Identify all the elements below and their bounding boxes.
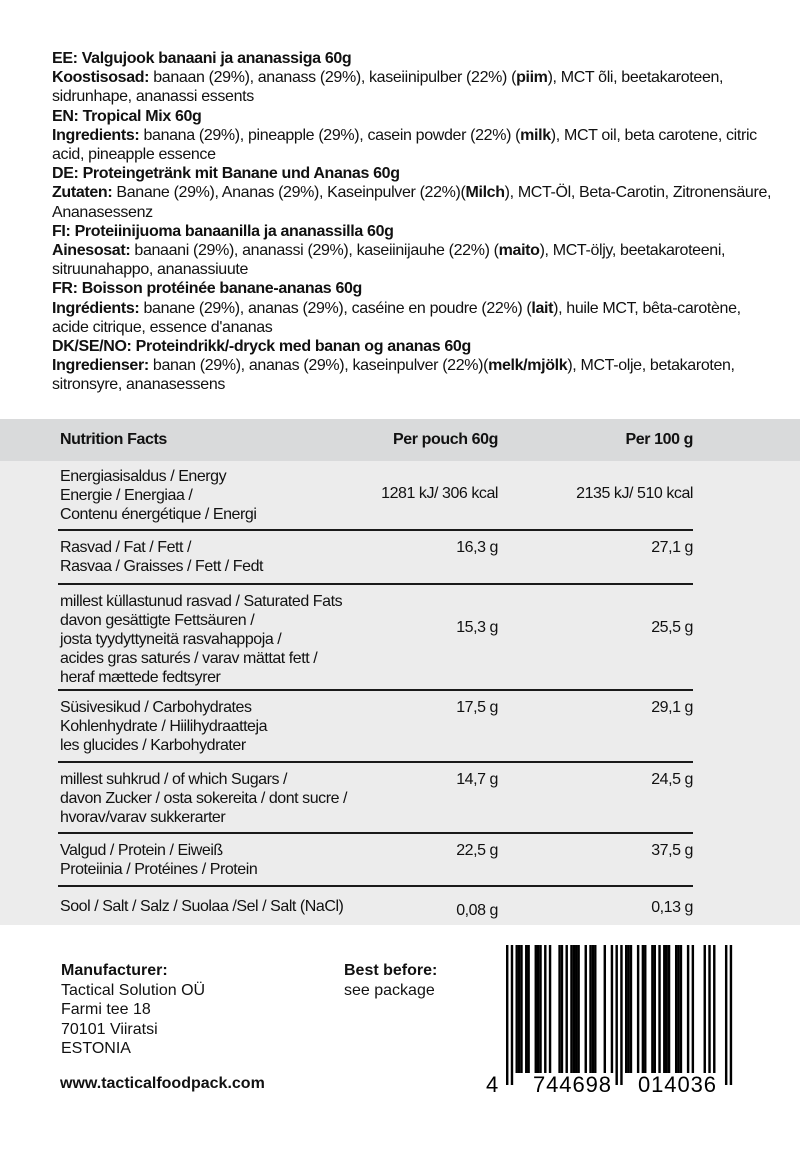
ingredients-text-ee: Koostisosad: banaan (29%), ananass (29%), kaseiinipulber (22%) (piim), MCT õli, beetakaroteen, sidrunhape, ananassi essents [52, 69, 724, 106]
ingredients-nordic [52, 337, 772, 395]
row-divider [58, 583, 693, 585]
row-divider [58, 761, 693, 763]
barcode-first-digit: 4 [486, 1072, 499, 1097]
per-pouch-value: 0,08 g [456, 902, 498, 919]
nutrition-row-carbohydrates [58, 698, 693, 758]
barcode-left-digits: 744698 [533, 1072, 611, 1097]
ingredients-text-nordic: Ingredienser: banan (29%), ananas (29%), kaseinpulver (22%)(melk/mjölk), MCT-olje, betakaroten, sitronsyre, ananasessens [52, 357, 735, 394]
manufacturer-city: 70101 Viiratsi [61, 1020, 158, 1038]
ingredients-fi [52, 222, 772, 280]
nutrition-row-protein [58, 841, 693, 881]
nutrient-label: Süsivesikud / Carbohydrates Kohlenhydrate / Hiilihydraatteja les glucides / Karbohydrater [60, 699, 268, 754]
per-100g-value: 27,1 g [651, 539, 693, 556]
nutrition-row-fat [58, 538, 693, 578]
manufacturer-country: ESTONIA [61, 1040, 131, 1057]
ingredients-text-de: Zutaten: Banane (29%), Ananas (29%), Kaseinpulver (22%)(Milch), MCT-Öl, Beta-Carotin, Zitronensäure, Ananasessenz [52, 184, 772, 221]
nutrient-label: Energiasisaldus / Energy Energie / Energiaa / Contenu énergétique / Energi [60, 468, 257, 523]
row-divider [58, 885, 693, 887]
barcode-right-digits: 014036 [638, 1072, 716, 1097]
allergen: melk/mjölk [488, 357, 568, 375]
row-divider [58, 529, 693, 531]
per-100g-value: 29,1 g [651, 699, 693, 716]
product-title-fr: FR: Boisson protéinée banane-ananas 60g [52, 280, 362, 298]
ingredients-fr [52, 279, 772, 337]
product-title-fi: FI: Proteiinijuoma banaanilla ja ananassilla 60g [52, 222, 394, 240]
nutrition-row-sugars [58, 770, 693, 830]
nutrient-label: Valgud / Protein / Eiweiß Proteiinia / Protéines / Protein [60, 842, 258, 878]
ingredients-text-fr: Ingrédients: banane (29%), ananas (29%), caséine en poudre (22%) (lait), huile MCT, bêta-carotène, acide citrique, essence d'ananas [52, 299, 741, 336]
manufacturer-block [61, 961, 205, 1059]
product-title-ee: EE: Valgujook banaani ja ananassiga 60g [52, 50, 352, 67]
nutrition-row-energy [58, 467, 693, 527]
website-link[interactable]: www.tacticalfoodpack.com [60, 1075, 265, 1092]
per-100g-value: 24,5 g [651, 771, 693, 788]
barcode-bars [506, 945, 732, 1085]
ingredients-text-fi: Ainesosat: banaani (29%), ananassi (29%), kaseiinijauhe (22%) (maito), MCT-öljy, beetakaroteeni, sitruunahappo, ananassiuute [52, 242, 726, 279]
allergen: milk [520, 126, 551, 144]
allergen: lait [531, 299, 554, 317]
best-before-heading: Best before: [344, 962, 438, 979]
product-title-en: EN: Tropical Mix 60g [52, 107, 202, 125]
best-before-block [344, 961, 437, 1000]
nutrient-label: millest suhkrud / of which Sugars / davon Zucker / osta sokereita / dont sucre / hvorav/varav sukkerarter [60, 771, 348, 826]
per-pouch-value: 17,5 g [456, 699, 498, 716]
barcode [480, 940, 760, 1110]
nutrient-label: Rasvad / Fat / Fett / Rasvaa / Graisses / Fett / Fedt [60, 539, 264, 575]
nutrition-header-title: Nutrition Facts [60, 431, 167, 448]
manufacturer-name: Tactical Solution OÜ [61, 981, 206, 999]
ingredients-de [52, 164, 772, 222]
ingredients-section [52, 49, 772, 395]
allergen: Milch [465, 184, 505, 202]
per-pouch-value: 16,3 g [456, 539, 498, 556]
nutrition-row-salt [58, 897, 693, 921]
nutrition-header-per-pouch: Per pouch 60g [392, 431, 498, 448]
allergen: maito [498, 242, 540, 260]
product-title-de: DE: Proteingetränk mit Banane und Ananas 60g [52, 165, 400, 183]
nutrient-label: millest küllastunud rasvad / Saturated Fats davon gesättigte Fettsäuren / josta tyydyttyneitä rasvahappoja / acides gras saturés / varav mättat fett / heraf mættede fedtsyrer [60, 593, 343, 686]
ingredients-text-en: Ingredients: banana (29%), pineapple (29%), casein powder (22%) (milk), MCT oil, beta carotene, citric acid, pineapple essence [52, 126, 757, 164]
per-100g-value: 37,5 g [651, 842, 693, 859]
per-pouch-value: 14,7 g [456, 771, 498, 788]
nutrition-header-per-100g: Per 100 g [625, 431, 693, 448]
per-100g-value: 0,13 g [651, 899, 693, 916]
nutrient-label: Sool / Salt / Salz / Suolaa /Sel / Salt (NaCl) [60, 898, 344, 915]
per-pouch-value: 15,3 g [456, 619, 498, 636]
row-divider [58, 689, 693, 691]
row-divider [58, 832, 693, 834]
best-before-value: see package [344, 981, 435, 999]
product-title-nordic: DK/SE/NO: Proteindrikk/-dryck med banan og ananas 60g [52, 338, 471, 356]
per-100g-value: 25,5 g [651, 619, 693, 636]
nutrition-row-saturated-fat [58, 592, 693, 688]
per-pouch-value: 1281 kJ/ 306 kcal [381, 485, 498, 502]
per-100g-value: 2135 kJ/ 510 kcal [576, 485, 693, 502]
manufacturer-heading: Manufacturer: [61, 962, 168, 979]
allergen: piim [516, 69, 548, 87]
manufacturer-street: Farmi tee 18 [61, 1001, 151, 1018]
ingredients-en [52, 107, 772, 165]
ingredients-ee [52, 49, 772, 107]
per-pouch-value: 22,5 g [456, 842, 498, 859]
